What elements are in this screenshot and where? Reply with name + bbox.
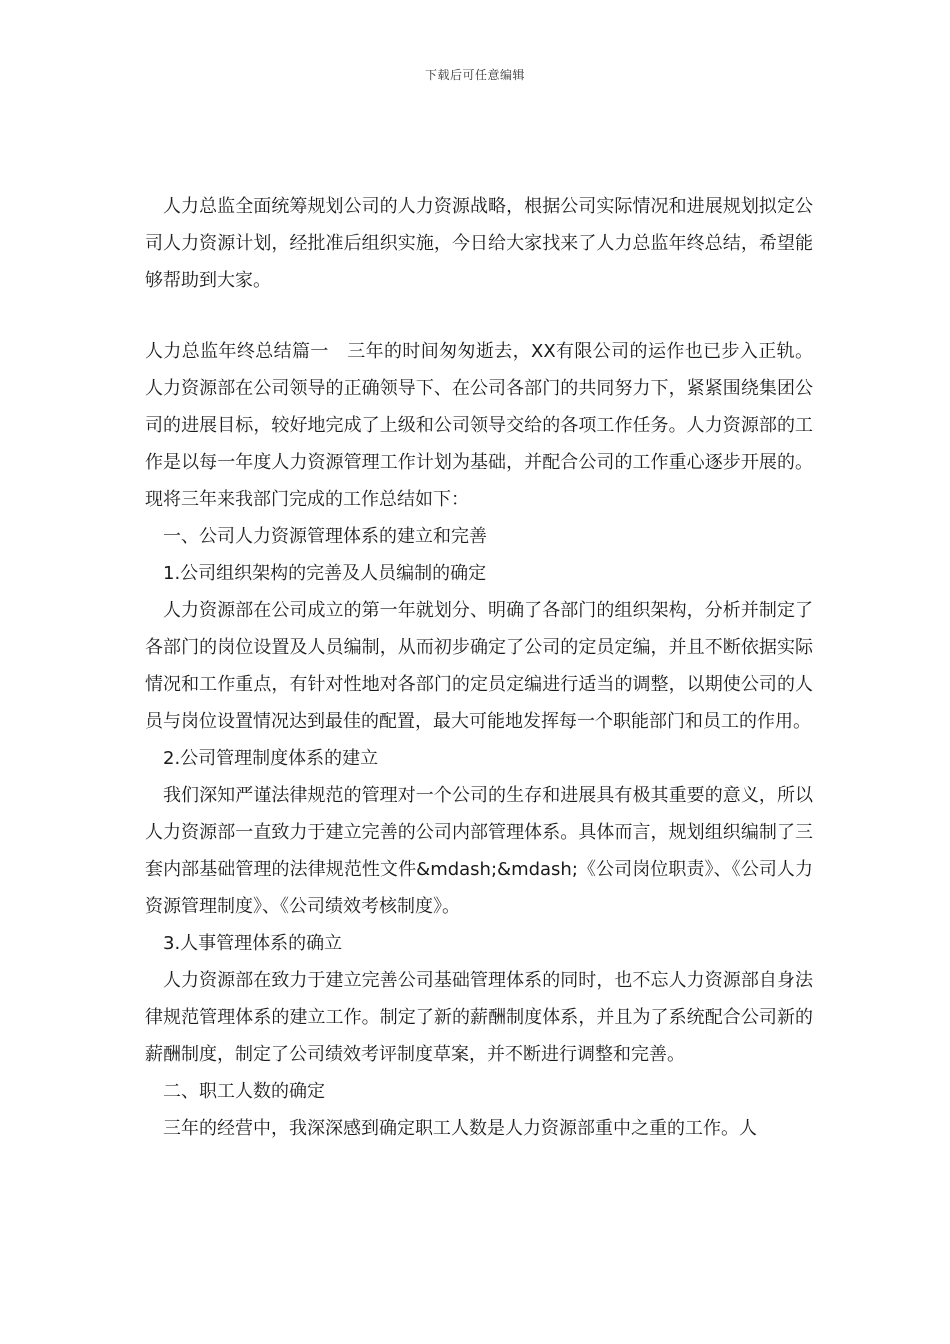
page-header: 下载后可任意编辑 xyxy=(424,68,525,82)
document-body xyxy=(145,188,813,1147)
section-paragraph: 人力总监年终总结篇一 三年的时间匆匆逝去，XX有限公司的运作也已步入正轨。人力资源部在公司领导的正确领导下、在公司各部门的共同努力下，紧紧围绕集团公司的进展目标，较好地完成了上级和公司领导交给的各项工作任务。人力资源部的工作是以每一年度人力资源管理工作计划为基础，并配合公司的工作重心逐步开展的。现将三年来我部门完成的工作总结如下： xyxy=(145,341,813,510)
subsection-heading: 1.公司组织架构的完善及人员编制的确定 xyxy=(163,563,487,584)
intro-paragraph: 人力总监全面统筹规划公司的人力资源战略，根据公司实际情况和进展规划拟定公司人力资源计划，经批准后组织实施，今日给大家找来了人力总监年终总结，希望能够帮助到大家。 xyxy=(145,196,813,291)
section-heading: 一、公司人力资源管理体系的建立和完善 xyxy=(163,526,487,547)
paragraph-gap xyxy=(145,299,813,333)
body-paragraph: 我们深知严谨法律规范的管理对一个公司的生存和进展具有极其重要的意义，所以人力资源部一直致力于建立完善的公司内部管理体系。具体而言，规划组织编制了三套内部基础管理的法律规范性文件&mdash;&mdash;《公司岗位职责》、《公司人力资源管理制度》、《公司绩效考核制度》。 xyxy=(145,785,813,917)
subsection-heading: 3.人事管理体系的确立 xyxy=(163,933,343,954)
subsection-heading: 2.公司管理制度体系的建立 xyxy=(163,748,379,769)
section-heading: 二、职工人数的确定 xyxy=(163,1081,325,1102)
body-paragraph: 三年的经营中，我深深感到确定职工人数是人力资源部重中之重的工作。人 xyxy=(163,1118,757,1139)
body-paragraph: 人力资源部在致力于建立完善公司基础管理体系的同时，也不忘人力资源部自身法律规范管理体系的建立工作。制定了新的薪酬制度体系，并且为了系统配合公司新的薪酬制度，制定了公司绩效考评制度草案，并不断进行调整和完善。 xyxy=(145,970,813,1065)
body-paragraph: 人力资源部在公司成立的第一年就划分、明确了各部门的组织架构，分析并制定了各部门的岗位设置及人员编制，从而初步确定了公司的定员定编，并且不断依据实际情况和工作重点，有针对性地对各部门的定员定编进行适当的调整，以期使公司的人员与岗位设置情况达到最佳的配置，最大可能地发挥每一个职能部门和员工的作用。 xyxy=(145,600,813,732)
